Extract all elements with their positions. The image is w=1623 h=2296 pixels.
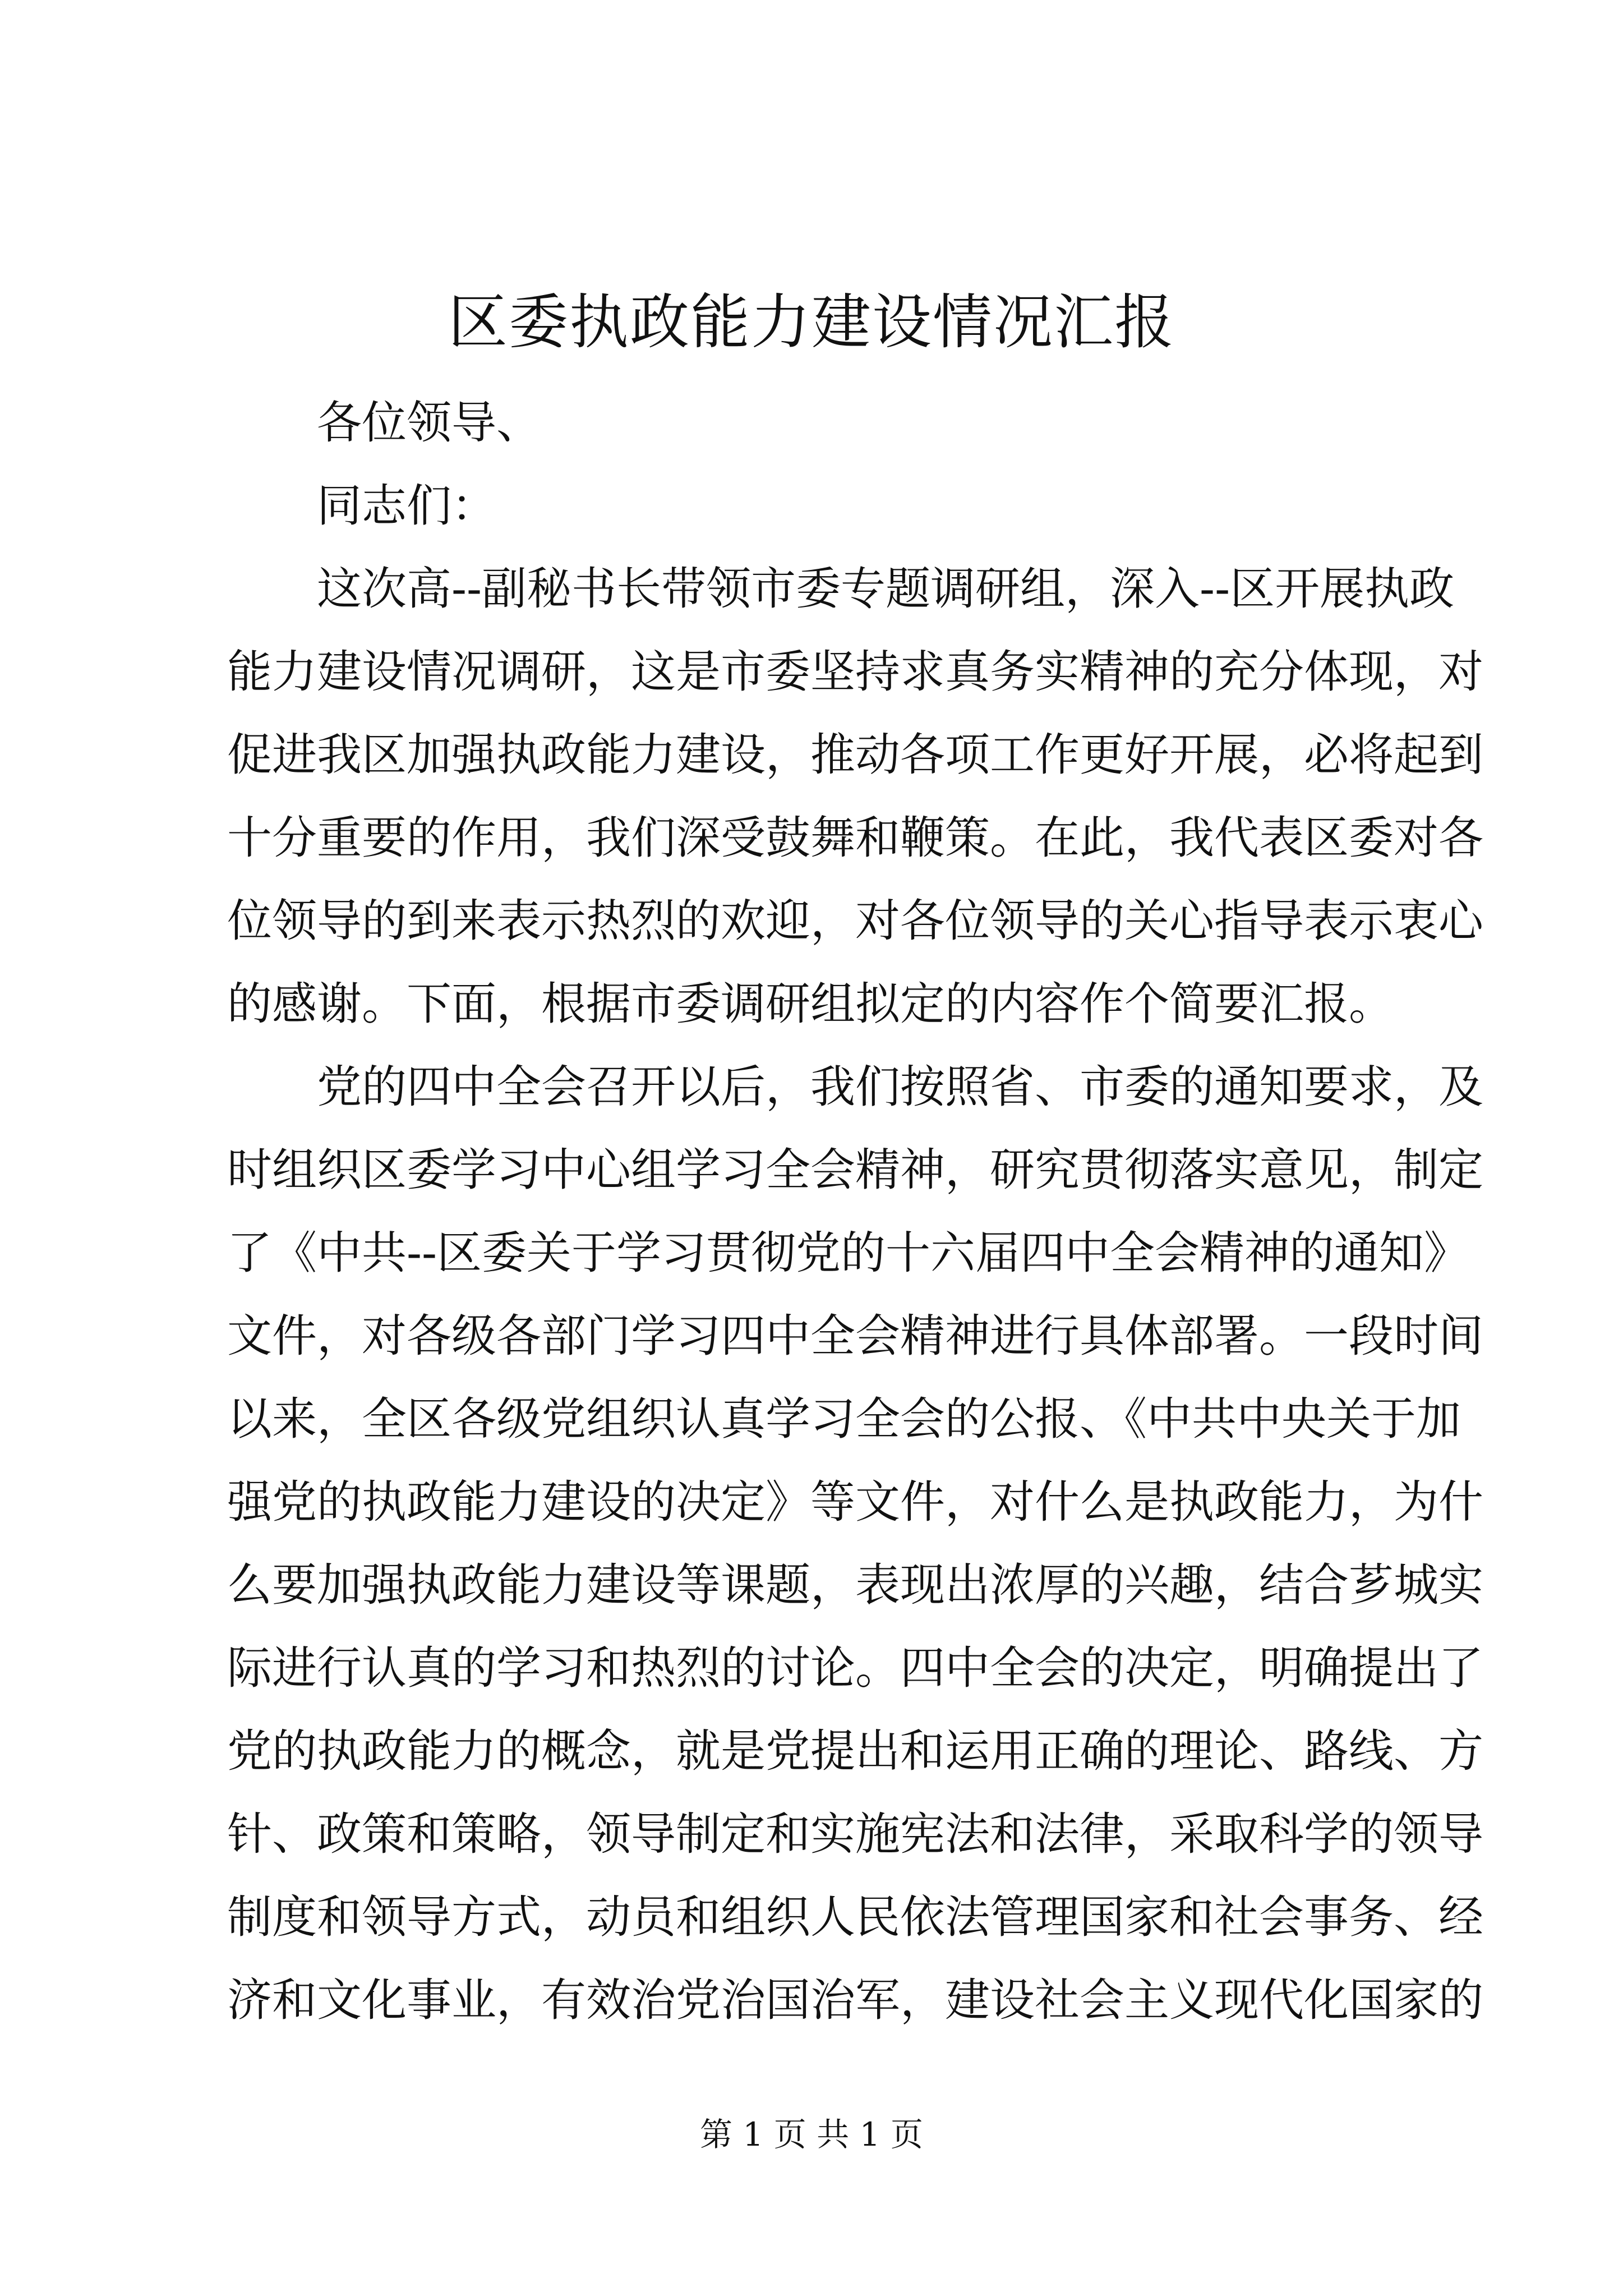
body-line: 能力建设情况调研，这是市委坚持求真务实精神的充分体现，对 [227,646,1483,698]
document-body [227,381,1483,2042]
body-line: 文件，对各级各部门学习四中全会精神进行具体部署。一段时间 [227,1310,1483,1362]
document-title: 区委执政能力建设情况汇报 [448,288,1175,357]
body-line: 制度和领导方式，动员和组织人民依法管理国家和社会事务、经 [227,1891,1483,1943]
body-line: 以来，全区各级党组织认真学习全会的公报、《中共中央关于加 [227,1393,1461,1445]
body-line: 针、政策和策略，领导制定和实施宪法和法律，采取科学的领导 [227,1808,1483,1860]
body-line: 十分重要的作用，我们深受鼓舞和鞭策。在此，我代表区委对各 [227,812,1483,864]
body-line: 党的执政能力的概念，就是党提出和运用正确的理论、路线、方 [227,1725,1483,1777]
page-footer: 第 1 页 共 1 页 [700,2115,923,2154]
body-line: 的感谢。下面，根据市委调研组拟定的内容作个简要汇报。 [227,978,1394,1030]
body-line: 么要加强执政能力建设等课题，表现出浓厚的兴趣，结合芗城实 [227,1559,1483,1611]
body-line: 位领导的到来表示热烈的欢迎，对各位领导的关心指导表示衷心 [227,895,1483,947]
body-line: 际进行认真的学习和热烈的讨论。四中全会的决定，明确提出了 [227,1642,1483,1694]
body-line: 时组织区委学习中心组学习全会精神，研究贯彻落实意见，制定 [227,1144,1483,1196]
body-line: 各位领导、 [227,397,541,449]
body-line: 济和文化事业，有效治党治国治军，建设社会主义现代化国家的 [227,1974,1483,2026]
body-line: 同志们： [227,480,496,532]
body-line: 党的四中全会召开以后，我们按照省、市委的通知要求，及 [227,1061,1483,1113]
body-line: 了《中共--区委关于学习贯彻党的十六届四中全会精神的通知》 [227,1227,1469,1279]
body-line: 这次高--副秘书长带领市委专题调研组，深入--区开展执政 [227,563,1455,615]
body-line: 强党的执政能力建设的决定》等文件，对什么是执政能力，为什 [227,1476,1483,1528]
body-line: 促进我区加强执政能力建设，推动各项工作更好开展，必将起到 [227,729,1483,781]
